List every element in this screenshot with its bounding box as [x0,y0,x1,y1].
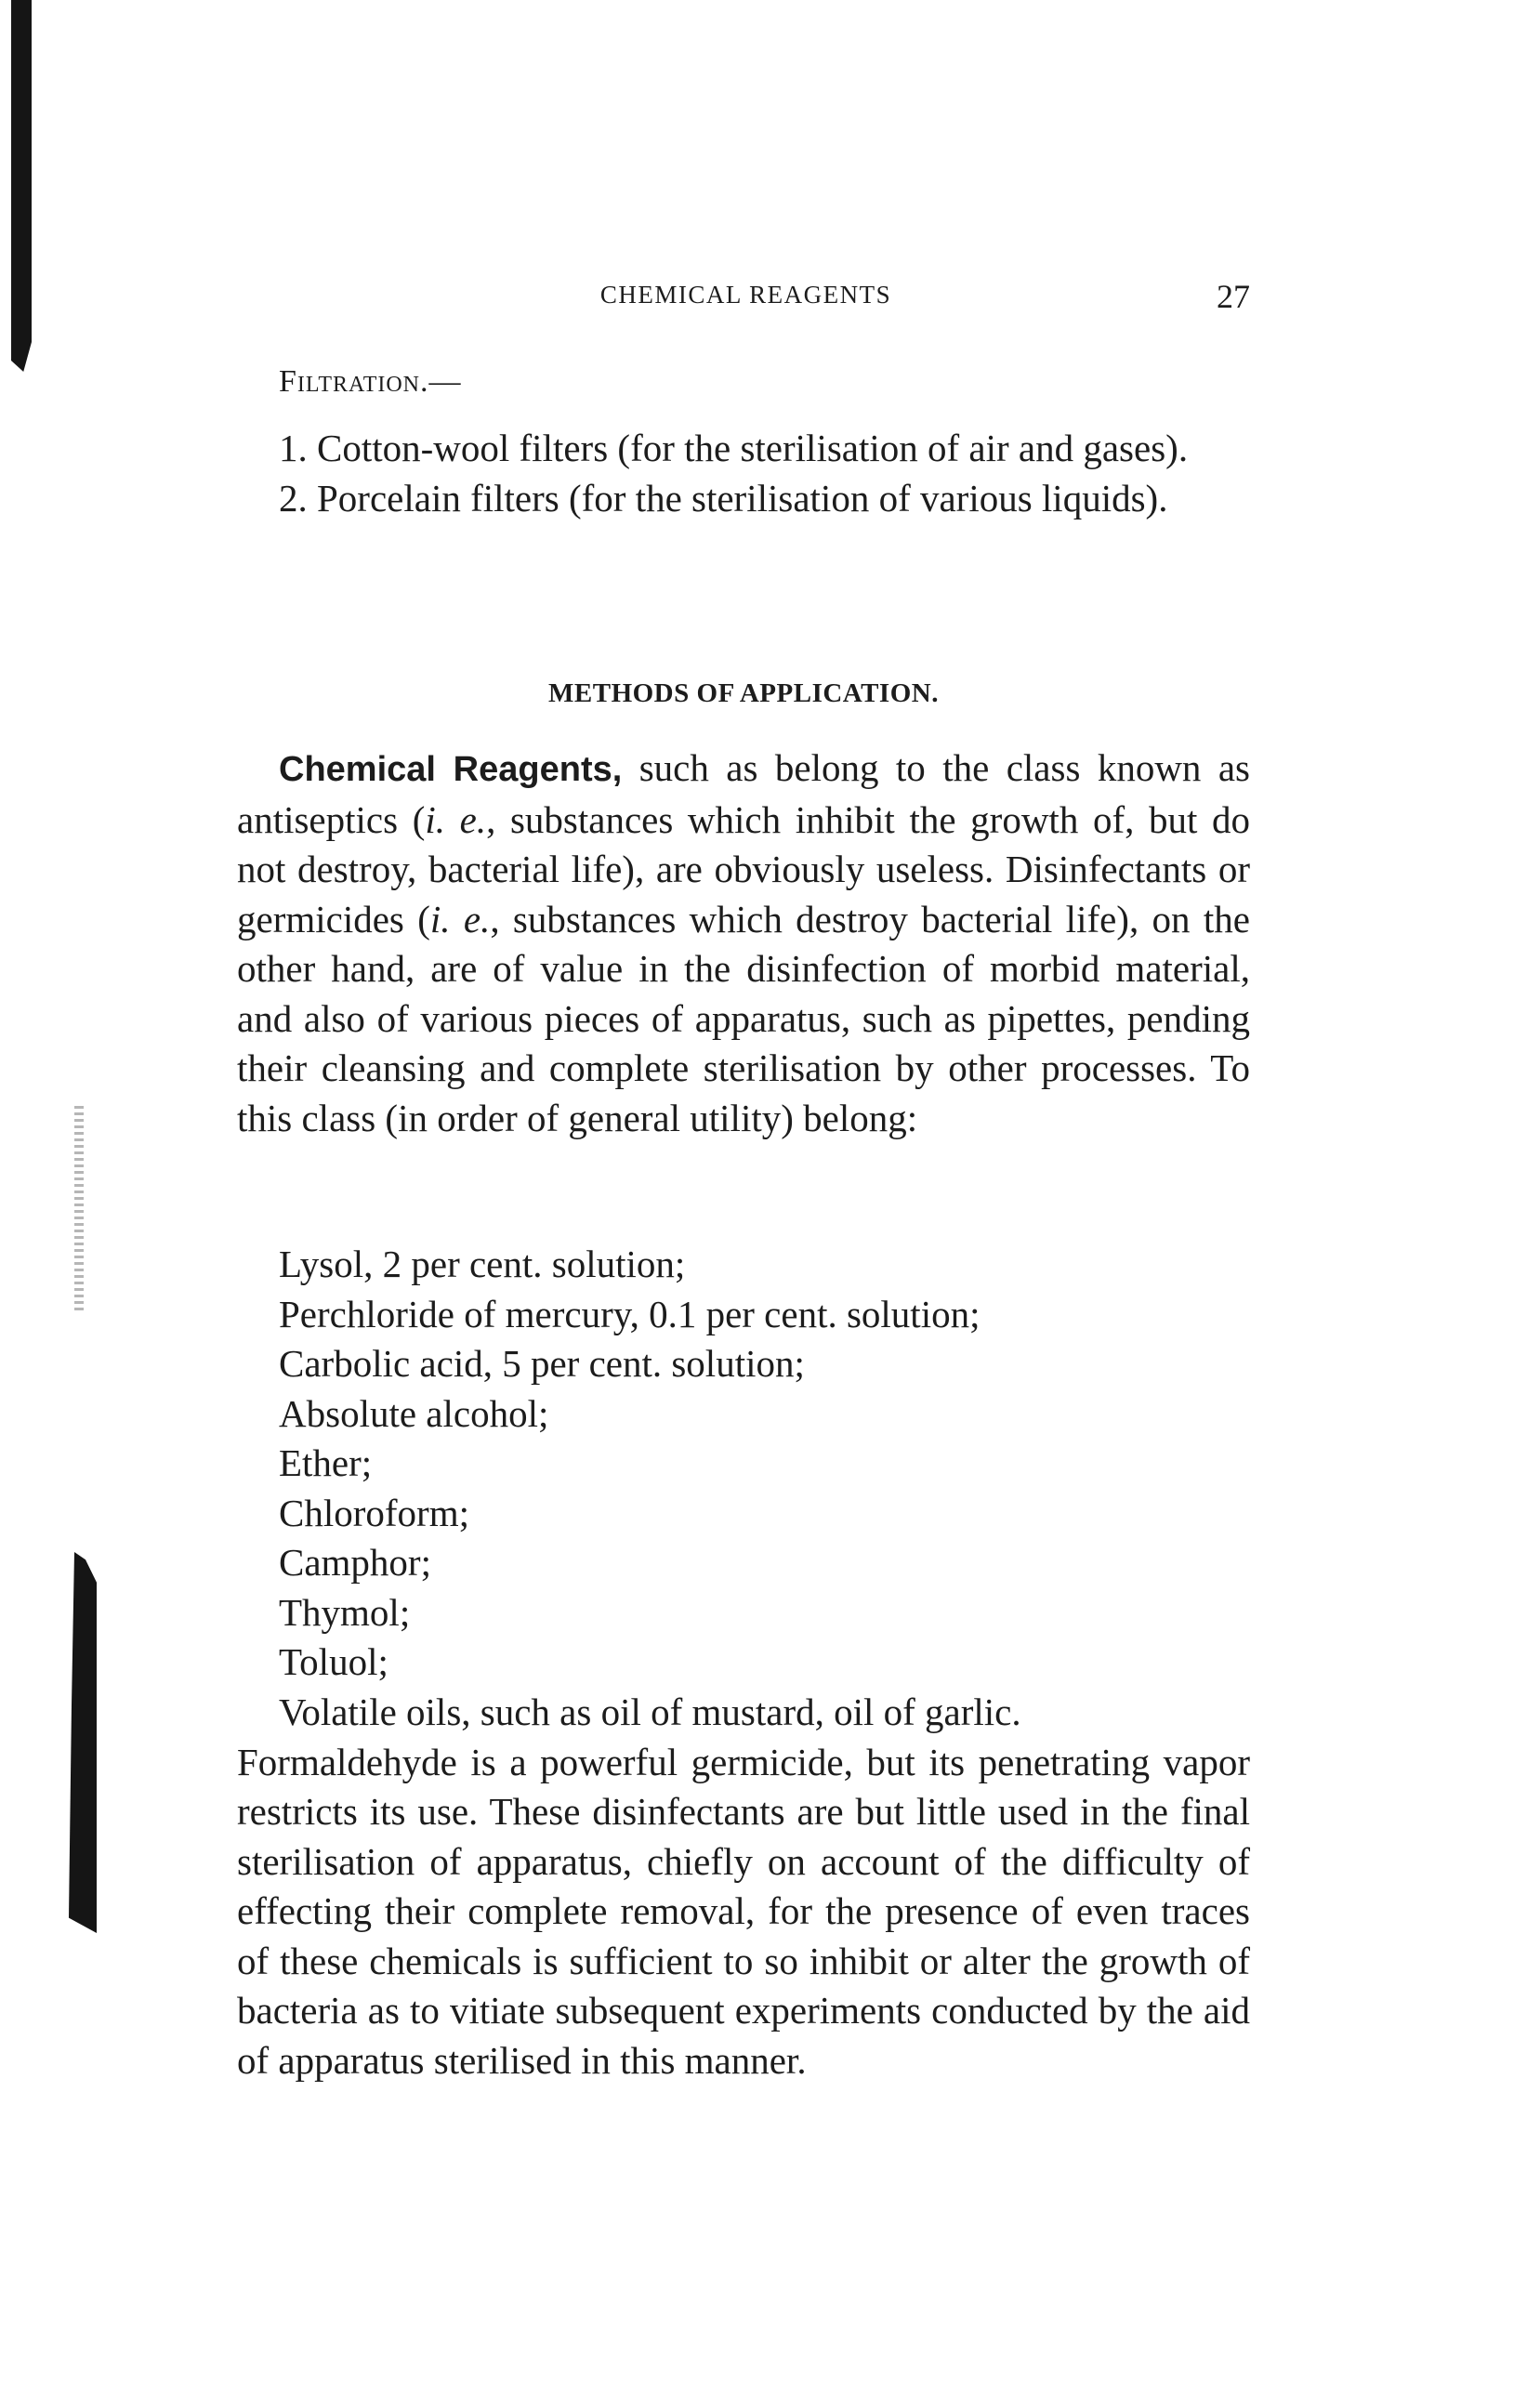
filtration-list [237,424,1250,523]
scan-artifact-bottom [69,1552,97,1933]
formaldehyde-text: Formaldehyde is a powerful germicide, but its penetrating vapor restricts its use. These disinfectants are but little used in the final sterilisation of apparatus, chiefly on account of the difficulty of effecting their complete removal, for the presence of even traces of these chemicals is sufficient to so inhibit or alter the growth of bacteria as to vitiate subsequent experiments conducted by the aid of apparatus sterilised in this manner. [237,1740,1250,2082]
paragraph-text: , substances which inhibit the growth of, but do not destroy, bacterial life), are obviously useless. Disinfectants or germicides ( [237,797,1250,941]
ie-abbreviation: i. e. [429,897,491,941]
running-title: CHEMICAL REAGENTS [599,281,892,309]
scan-artifact-top [11,0,32,372]
filtration-item: 1. Cotton-wool filters (for the sterilisation of air and gases). [279,427,1189,469]
list-item: Thymol; [279,1590,411,1634]
volatile-oils-line: Volatile oils, such as oil of mustard, oil of garlic. [279,1690,1021,1733]
filtration-heading: Filtration.— [279,364,462,399]
scan-artifact-middle [74,1106,84,1310]
closing-paragraph [237,1688,1250,2085]
list-item: Absolute alcohol; [279,1391,549,1435]
paragraph-text: , substances which destroy bacterial life), on the other hand, are of value in the disinfection of morbid material, and also of various pieces of apparatus, such as pipettes, pending their cleansing and complete sterilisation by other processes. To this class (in order of general utility) belong: [237,897,1250,1139]
list-item: Camphor; [279,1541,431,1584]
reagent-list [279,1240,980,1688]
list-item: Lysol, 2 per cent. solution; [279,1243,686,1285]
page-number: 27 [1217,278,1250,315]
paragraph-lead: Chemical Reagents, [279,750,623,789]
list-item: Toluol; [279,1640,388,1683]
running-head [242,278,1250,318]
filtration-item: 2. Porcelain filters (for the sterilisation of various liquids). [279,476,1168,520]
ie-abbreviation: i. e. [425,797,487,841]
list-item: Chloroform; [279,1491,469,1534]
list-item: Carbolic acid, 5 per cent. solution; [279,1342,805,1385]
methods-paragraph [237,743,1250,1143]
methods-heading: METHODS OF APPLICATION. [548,678,939,708]
paragraph-text: such as belong to the class known as antiseptics ( [237,746,1250,841]
list-item: Perchloride of mercury, 0.1 per cent. solution; [279,1292,981,1335]
list-item: Ether; [279,1441,373,1484]
